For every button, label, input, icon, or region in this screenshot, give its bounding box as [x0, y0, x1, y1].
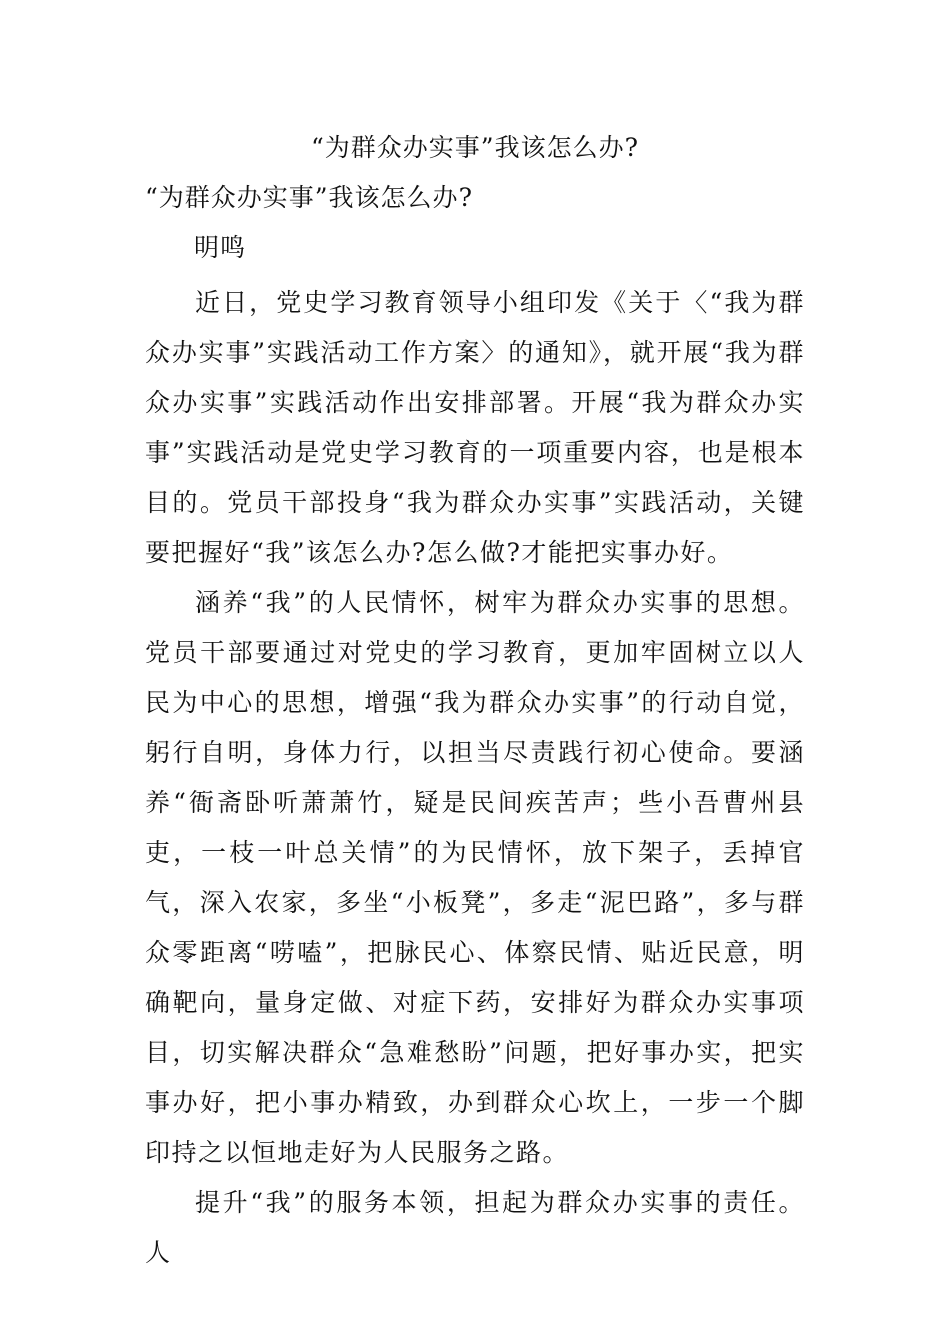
- paragraph-3: 提升“我”的服务本领，担起为群众办实事的责任。人: [145, 1188, 805, 1267]
- author-name: 明鸣: [194, 233, 247, 262]
- paragraph-2: 涵养“我”的人民情怀，树牢为群众办实事的思想。党员干部要通过对党史的学习教育，更加牢固树立以人民为中心的思想，增强“我为群众办实事”的行动自觉，躬行自明，身体力行，以担当尽责践行初心使命。要涵养“衙斋卧听萧萧竹，疑是民间疾苦声；些小吾曹州县吏，一枝一叶总关情”的为民情怀，放下架子，丢掉官气，深入农家，多坐“小板凳”，多走“泥巴路”，多与群众零距离“唠嗑”，把脉民心、体察民情、贴近民意，明确靶向，量身定做、对症下药，安排好为群众办实事项目，切实解决群众“急难愁盼”问题，把好事办实，把实事办好，把小事办精致，办到群众心坎上，一步一个脚印持之以恒地走好为人民服务之路。: [145, 588, 805, 1167]
- document-subtitle: “为群众办实事”我该怎么办?: [145, 183, 473, 212]
- document-title: “为群众办实事”我该怎么办?: [311, 133, 639, 162]
- document-body: [145, 278, 805, 1278]
- paragraph-1: 近日，党史学习教育领导小组印发《关于〈“我为群众办实事”实践活动工作方案〉的通知》，就开展“我为群众办实事”实践活动作出安排部署。开展“我为群众办实事”实践活动是党史学习教育的一项重要内容，也是根本目的。党员干部投身“我为群众办实事”实践活动，关键要把握好“我”该怎么办?怎么做?才能把实事办好。: [145, 288, 805, 567]
